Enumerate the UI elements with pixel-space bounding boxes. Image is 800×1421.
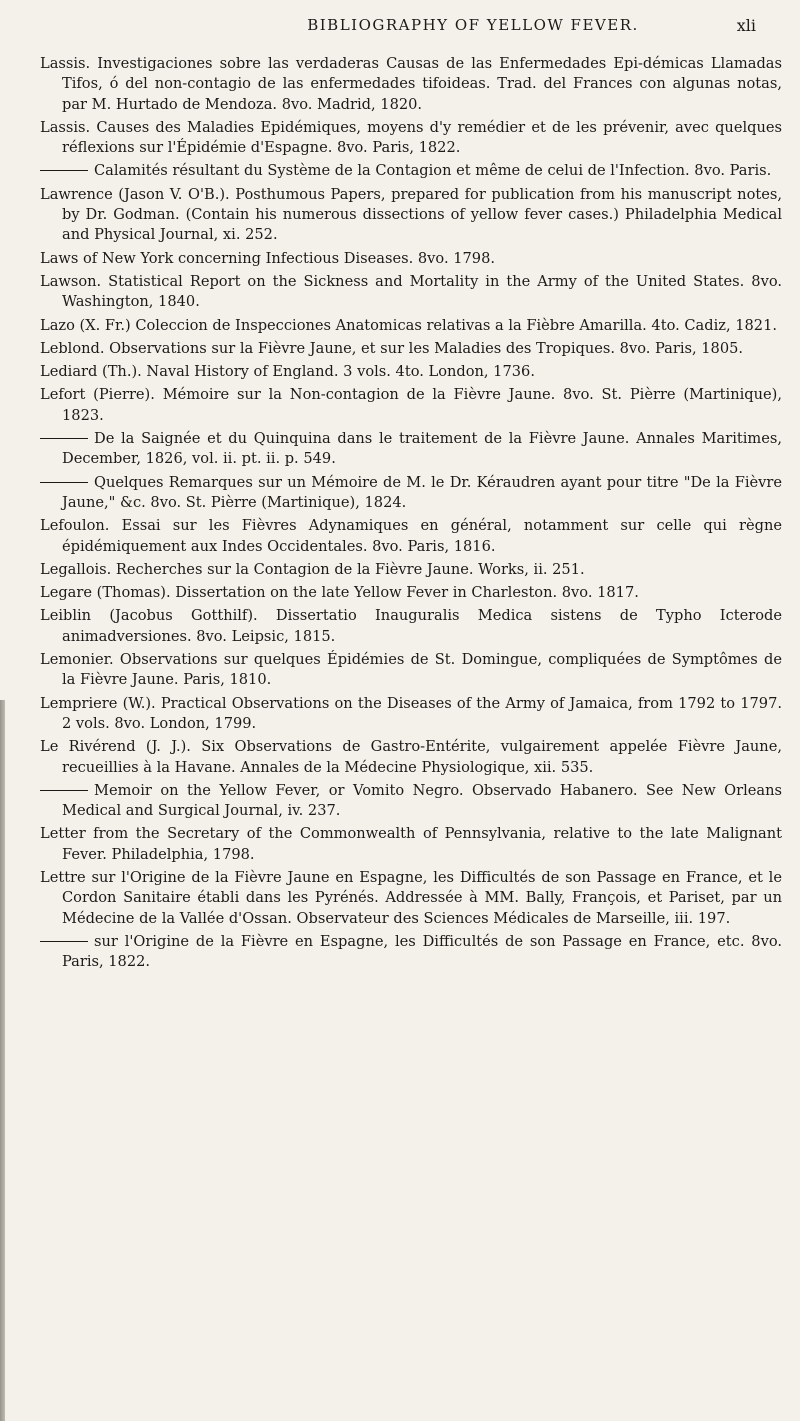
bibliography-entry: Lawson. Statistical Report on the Sickness and Mortality in the Army of the United States. 8vo. Washington, 1840. xyxy=(40,272,782,311)
bibliography-entry: Lemonier. Observations sur quelques Épidémies de St. Domingue, compliquées de Symptômes de la Fièvre Jaune. Paris, 1810. xyxy=(40,651,782,689)
bibliography-entry: Calamités résultant du Système de la Contagion et même de celui de l'Infection. 8vo. Paris. xyxy=(40,161,782,181)
bibliography-entry: Lawrence (Jason V. O'B.). Posthumous Papers, prepared for publication from his manuscript notes, by Dr. Godman. (Contain his numerous dissections of yellow fever cases.) Philadelphia Medical and Physical Journal, xi. 252. xyxy=(40,185,782,244)
ditto-dash xyxy=(40,941,88,942)
page-header xyxy=(120,16,756,44)
bibliography-entry: Lazo (X. Fr.) Coleccion de Inspecciones Anatomicas relativas a la Fièbre Amarilla. 4to. Cadiz, 1821. xyxy=(40,316,778,334)
bibliography-list xyxy=(40,54,782,975)
bibliography-entry: Legallois. Recherches sur la Contagion de la Fièvre Jaune. Works, ii. 251. xyxy=(40,560,585,578)
page-number: xli xyxy=(736,16,756,35)
bibliography-entry: Lassis. Causes des Maladies Epidémiques, moyens d'y remédier et de les prévenir, avec quelques réflexions sur l'Épidémie d'Espagne. 8vo. Paris, 1822. xyxy=(40,118,782,157)
bibliography-entry: Leiblin (Jacobus Gotthilf). Dissertatio Inauguralis Medica sistens de Typho Icterode animadversiones. 8vo. Leipsic, 1815. xyxy=(40,607,782,645)
binding-shadow xyxy=(0,700,5,1421)
bibliography-entry: De la Saignée et du Quinquina dans le traitement de la Fièvre Jaune. Annales Maritimes, December, 1826, vol. ii. pt. ii. p. 549. xyxy=(40,429,782,470)
bibliography-entry: Memoir on the Yellow Fever, or Vomito Negro. Observado Habanero. See New Orleans Medical and Surgical Journal, iv. 237. xyxy=(40,781,782,822)
bibliography-entry: Laws of New York concerning Infectious Diseases. 8vo. 1798. xyxy=(40,249,495,267)
ditto-dash xyxy=(40,438,88,439)
bibliography-entry: sur l'Origine de la Fièvre en Espagne, les Difficultés de son Passage en France, etc. 8vo. Paris, 1822. xyxy=(40,932,782,973)
bibliography-entry: Lassis. Investigaciones sobre las verdaderas Causas de las Enfermedades Epi-démicas Llamadas Tifos, ó del non-contagio de las enfermedades tifoideas. Trad. del Frances con algunas notas, par M. Hurtado de Mendoza. 8vo. Madrid, 1820. xyxy=(40,55,782,113)
bibliography-entry: Quelques Remarques sur un Mémoire de M. le Dr. Kéraudren ayant pour titre "De la Fièvre Jaune," &c. 8vo. St. Pièrre (Martinique), 1824. xyxy=(40,473,782,514)
bibliography-entry: Legare (Thomas). Dissertation on the late Yellow Fever in Charleston. 8vo. 1817. xyxy=(40,584,639,602)
bibliography-entry: Lettre sur l'Origine de la Fièvre Jaune en Espagne, les Difficultés de son Passage en France, et le Cordon Sanitaire établi dans les Pyrénés. Addressée à MM. Bally, François, et Pariset, par un Médecine de la Vallée d'Ossan. Observateur des Sciences Médicales de Marseille, iii. 197. xyxy=(40,868,782,927)
bibliography-entry: Le Rivérend (J. J.). Six Observations de Gastro-Entérite, vulgairement appelée Fièvre Jaune, recueillies à la Havane. Annales de la Médecine Physiologique, xii. 535. xyxy=(40,738,782,776)
bibliography-entry: Leblond. Observations sur la Fièvre Jaune, et sur les Maladies des Tropiques. 8vo. Paris, 1805. xyxy=(40,339,744,357)
ditto-dash xyxy=(40,170,88,171)
bibliography-entry: Lefort (Pierre). Mémoire sur la Non-contagion de la Fièvre Jaune. 8vo. St. Pièrre (Martinique), 1823. xyxy=(40,386,782,424)
ditto-dash xyxy=(40,482,88,483)
bibliography-entry: Lediard (Th.). Naval History of England. 3 vols. 4to. London, 1736. xyxy=(40,363,535,381)
bibliography-entry: Lempriere (W.). Practical Observations on the Diseases of the Army of Jamaica, from 1792 to 1797. 2 vols. 8vo. London, 1799. xyxy=(40,694,782,732)
bibliography-entry: Lefoulon. Essai sur les Fièvres Adynamiques en général, notamment sur celle qui règne épidémiquement aux Indes Occidentales. 8vo. Paris, 1816. xyxy=(40,517,782,555)
bibliography-entry: Letter from the Secretary of the Commonwealth of Pennsylvania, relative to the late Malignant Fever. Philadelphia, 1798. xyxy=(40,825,782,863)
running-title: BIBLIOGRAPHY OF YELLOW FEVER. xyxy=(307,16,639,34)
ditto-dash xyxy=(40,790,88,791)
